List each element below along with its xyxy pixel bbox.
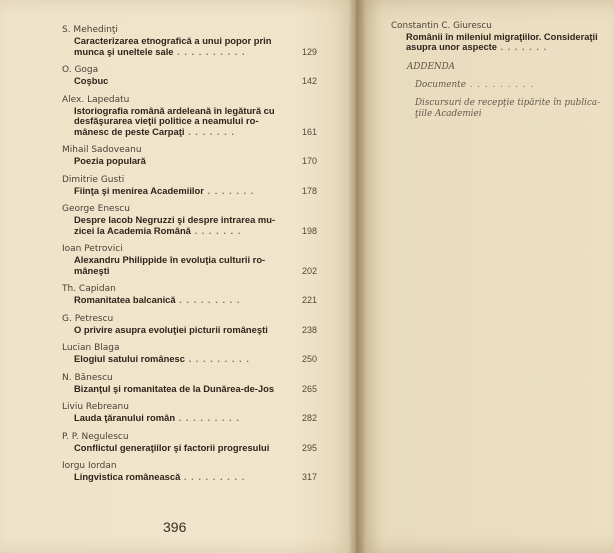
entry-title-line: asupra unor aspecte . . . . . . . bbox=[406, 42, 548, 52]
entry-title-line: zicei la Academia Română . . . . . . . 198 bbox=[74, 224, 317, 236]
author-name: O. Goga bbox=[62, 65, 99, 75]
page-number: 282 bbox=[301, 413, 317, 423]
toc-entry bbox=[62, 314, 317, 336]
author-name: N. Bănescu bbox=[62, 372, 113, 383]
page-number: 161 bbox=[301, 126, 317, 137]
author-name: S. Mehedinţi bbox=[62, 25, 118, 35]
page-number: 202 bbox=[301, 265, 317, 276]
author-name: Mihail Sadoveanu bbox=[62, 145, 142, 155]
author-name: Alex. Lapedatu bbox=[62, 94, 130, 105]
page-number: 142 bbox=[301, 76, 317, 86]
entry-title-line: Despre Iacob Negruzzi şi despre intrarea mu- bbox=[74, 214, 276, 225]
toc-entry bbox=[62, 461, 317, 483]
author-name: George Enescu bbox=[62, 204, 130, 214]
entry-title-line: munca şi uneltele sale . . . . . . . . . . 129 bbox=[74, 45, 317, 57]
author-name: Iorgu Iordan bbox=[62, 461, 117, 471]
table-of-contents-left bbox=[62, 25, 317, 491]
page-number: 221 bbox=[301, 295, 317, 305]
entry-title-line: Romanitatea balcanică . . . . . . . . . 221 bbox=[74, 294, 317, 305]
page-number: 295 bbox=[301, 442, 317, 453]
toc-entry bbox=[62, 373, 317, 395]
toc-entry bbox=[62, 145, 317, 167]
page-number: 178 bbox=[301, 185, 317, 196]
toc-entry bbox=[62, 343, 317, 365]
page-number: 129 bbox=[301, 46, 317, 57]
toc-entry bbox=[62, 402, 317, 424]
toc-entry bbox=[62, 432, 317, 454]
entry-title-line: Românii în mileniul migraţiilor. Consideraţii bbox=[406, 31, 598, 42]
entry-title-line: Poezia populară 170 bbox=[74, 155, 317, 166]
author-name: Ioan Petrovici bbox=[62, 244, 123, 254]
page-number: 265 bbox=[301, 383, 317, 394]
entry-title-line: Alexandru Philippide în evoluţia culturii ro- bbox=[74, 254, 266, 265]
author-name: Constantin C. Giurescu bbox=[391, 21, 492, 31]
author-name: Dimitrie Gusti bbox=[62, 174, 125, 185]
author-name: Lucian Blaga bbox=[62, 343, 120, 353]
page-number: 238 bbox=[301, 324, 317, 335]
addenda-heading: ADDENDA bbox=[407, 61, 455, 72]
entry-title-line: desfăşurarea vieţii politice a neamului ro- bbox=[74, 115, 259, 126]
book-fold bbox=[349, 0, 365, 553]
toc-entry bbox=[62, 175, 317, 197]
toc-entry bbox=[62, 95, 317, 138]
author-name: G. Petrescu bbox=[62, 313, 114, 324]
author-name: P. P. Negulescu bbox=[62, 431, 129, 442]
toc-entry bbox=[62, 244, 317, 276]
page-number: 250 bbox=[301, 354, 317, 364]
addenda-item: ţiile Academiei bbox=[415, 108, 482, 119]
toc-entry bbox=[62, 65, 317, 87]
page-number: 198 bbox=[301, 225, 317, 236]
addenda-item: Discursuri de recepţie tipărite în publica- bbox=[415, 98, 601, 108]
entry-title-line: Lauda ţăranului român . . . . . . . . . 282 bbox=[74, 412, 317, 423]
toc-entry bbox=[62, 284, 317, 306]
entry-title-line: O privire asupra evoluţiei picturii româneşti 238 bbox=[74, 323, 317, 335]
addenda-item: Documente . . . . . . . . . bbox=[415, 79, 535, 90]
entry-title-line: Istoriografia română ardeleană în legătură cu bbox=[74, 104, 275, 116]
entry-title-line: Fiinţa şi menirea Academiilor . . . . . . . 178 bbox=[74, 184, 317, 196]
entry-title-line: mânesc de peste Carpaţi . . . . . . . 161 bbox=[74, 125, 317, 137]
toc-entry bbox=[62, 25, 317, 57]
entry-title-line: Coşbuc 142 bbox=[74, 75, 317, 86]
entry-title-line: Caracterizarea etnografică a unui popor prin bbox=[74, 35, 272, 46]
author-name: Th. Capidan bbox=[62, 284, 116, 294]
toc-entry bbox=[62, 204, 317, 236]
entry-title-line: Bizanţul şi romanitatea de la Dunărea-de-Jos 265 bbox=[74, 382, 317, 394]
entry-title-line: Conflictul generaţiilor şi factorii progresului 295 bbox=[74, 441, 317, 453]
page-number-footer: 396 bbox=[163, 519, 187, 535]
page-number: 170 bbox=[301, 156, 317, 166]
entry-title-line: Lingvistica românească . . . . . . . . . 317 bbox=[74, 471, 317, 482]
page-number: 317 bbox=[301, 472, 317, 482]
entry-title-line: mâneşti 202 bbox=[74, 264, 317, 276]
entry-title-line: Elogiul satului românesc . . . . . . . . . 250 bbox=[74, 353, 317, 364]
author-name: Liviu Rebreanu bbox=[62, 402, 129, 412]
table-of-contents-right bbox=[391, 21, 607, 119]
